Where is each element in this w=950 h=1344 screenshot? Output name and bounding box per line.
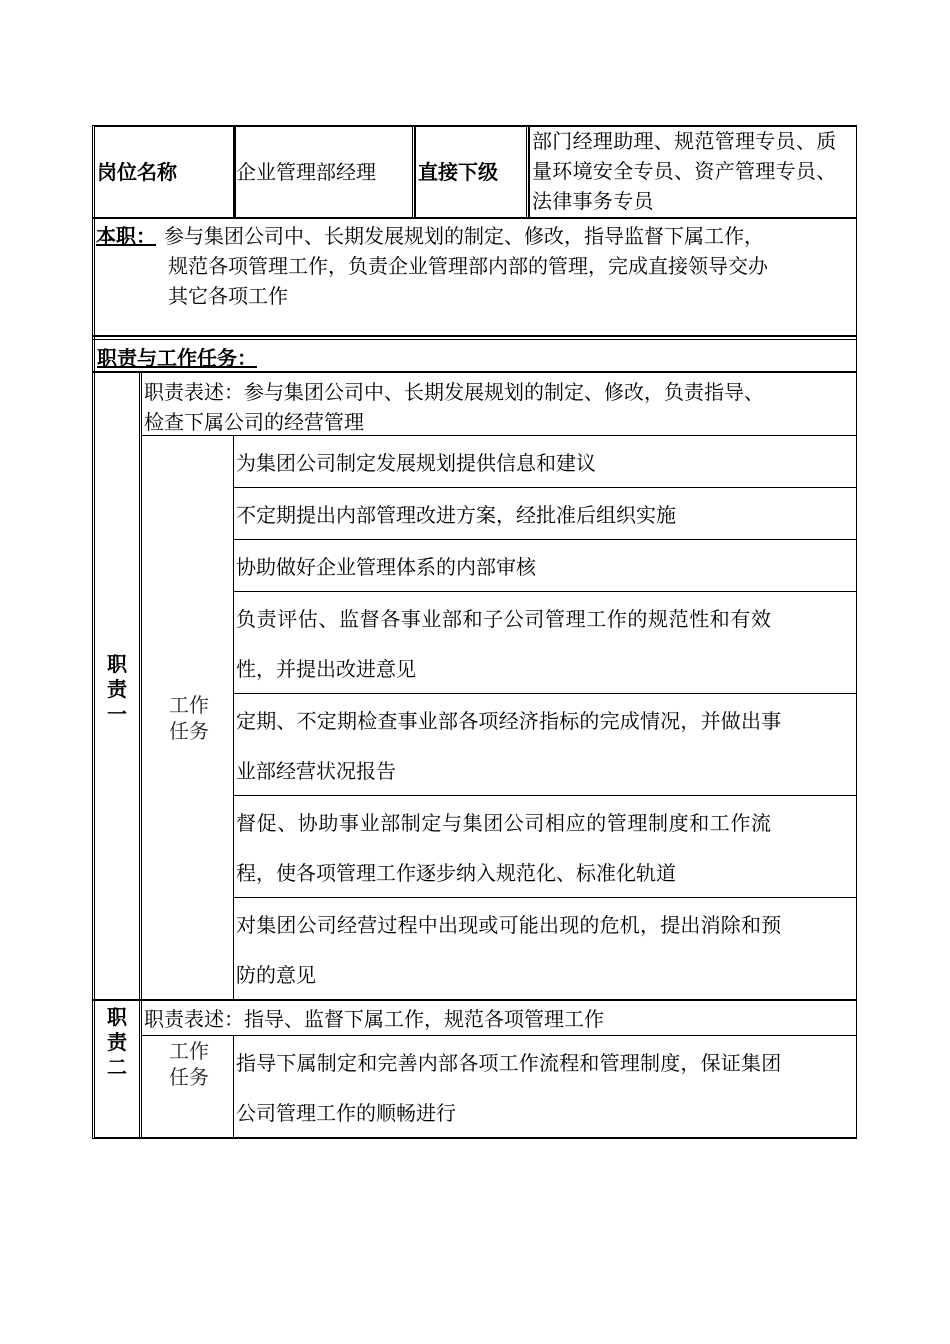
responsibility1-bottom-line bbox=[92, 999, 857, 1001]
r1-task-6a: 督促、协助事业部制定与集团公司相应的管理制度和工作流 bbox=[236, 811, 772, 835]
duty-label: 本职： bbox=[96, 224, 156, 248]
task-label-line-2: 任务 bbox=[169, 719, 209, 743]
responsibility1-task-label bbox=[166, 692, 212, 744]
task-label-line-1: 工作 bbox=[169, 693, 209, 717]
r1-task-5-line bbox=[233, 795, 857, 796]
tasks-title-bottom-line bbox=[92, 371, 857, 373]
responsibility2-desc-text: 指导、监督下属工作，规范各项管理工作 bbox=[244, 1007, 604, 1031]
responsibility1-desc-label: 职责表述： bbox=[144, 380, 244, 404]
responsibility1-char-1: 职 bbox=[107, 652, 127, 676]
responsibility1-desc-bottom-line bbox=[141, 435, 857, 436]
r1-task-7b: 防的意见 bbox=[236, 963, 316, 987]
header-divider-3 bbox=[526, 127, 530, 217]
r1-task-2-line bbox=[233, 539, 857, 540]
responsibility2-task-label bbox=[166, 1038, 212, 1090]
responsibility1-char-2: 责 bbox=[107, 677, 127, 701]
r1-task-1: 为集团公司制定发展规划提供信息和建议 bbox=[236, 451, 596, 475]
r1-task-7a: 对集团公司经营过程中出现或可能出现的危机，提出消除和预 bbox=[236, 913, 782, 937]
duty-line-3: 其它各项工作 bbox=[168, 284, 288, 308]
position-value: 企业管理部经理 bbox=[236, 160, 376, 184]
r1-task-1-line bbox=[233, 487, 857, 488]
duty-line-1: 参与集团公司中、长期发展规划的制定、修改，指导监督下属工作， bbox=[164, 224, 764, 248]
duty-bottom-line-2 bbox=[92, 339, 857, 340]
job-description-table bbox=[92, 125, 857, 1139]
r1-task-3: 协助做好企业管理体系的内部审核 bbox=[236, 555, 536, 579]
tasks-title: 职责与工作任务： bbox=[97, 346, 257, 370]
responsibility1-char-3: 一 bbox=[107, 702, 127, 726]
r1-task-4a: 负责评估、监督各事业部和子公司管理工作的规范性和有效 bbox=[236, 607, 772, 631]
responsibility1-desc-line-1 bbox=[144, 377, 764, 407]
responsibility2-desc-bottom-line bbox=[141, 1035, 857, 1036]
r1-task-2: 不定期提出内部管理改进方案，经批准后组织实施 bbox=[236, 503, 676, 527]
task-col-divider-2 bbox=[233, 1035, 234, 1139]
task-label2-line-2: 任务 bbox=[169, 1065, 209, 1089]
r1-task-6-line bbox=[233, 897, 857, 898]
responsibility1-desc-line-2: 检查下属公司的经营管理 bbox=[144, 410, 364, 434]
responsibility2-char-3: 二 bbox=[107, 1055, 127, 1079]
label-col-divider-b bbox=[141, 373, 142, 1139]
r1-task-5b: 业部经营状况报告 bbox=[236, 759, 396, 783]
responsibility2-char-1: 职 bbox=[107, 1005, 127, 1029]
position-label: 岗位名称 bbox=[97, 160, 177, 184]
subordinate-value: 部门经理助理、规范管理专员、质量环境安全专员、资产管理专员、法律事务专员 bbox=[532, 129, 837, 213]
r2-task-1a: 指导下属制定和完善内部各项工作流程和管理制度，保证集团 bbox=[236, 1051, 782, 1075]
r2-task-1b: 公司管理工作的顺畅进行 bbox=[236, 1101, 456, 1125]
task-label2-line-1: 工作 bbox=[169, 1039, 209, 1063]
responsibility2-label bbox=[102, 1005, 132, 1080]
r1-task-3-line bbox=[233, 591, 857, 592]
subordinate-label: 直接下级 bbox=[418, 160, 498, 184]
duty-line-2: 规范各项管理工作，负责企业管理部内部的管理，完成直接领导交办 bbox=[168, 254, 768, 278]
r1-task-5a: 定期、不定期检查事业部各项经济指标的完成情况，并做出事 bbox=[236, 709, 782, 733]
r1-task-4b: 性，并提出改进意见 bbox=[236, 657, 416, 681]
header-divider-2 bbox=[412, 127, 416, 217]
duty-bottom-line bbox=[92, 335, 857, 337]
responsibility1-desc-text-1: 参与集团公司中、长期发展规划的制定、修改，负责指导、 bbox=[244, 380, 764, 404]
r1-task-6b: 程，使各项管理工作逐步纳入规范化、标准化轨道 bbox=[236, 861, 676, 885]
header-bottom-line bbox=[92, 217, 857, 219]
task-col-divider-1 bbox=[233, 435, 234, 999]
r1-task-4-line bbox=[233, 693, 857, 694]
label-col-divider-a bbox=[139, 373, 140, 1139]
responsibility1-label bbox=[102, 652, 132, 727]
responsibility2-char-2: 责 bbox=[107, 1030, 127, 1054]
responsibility2-desc bbox=[144, 1004, 604, 1034]
responsibility2-desc-label: 职责表述： bbox=[144, 1007, 244, 1031]
